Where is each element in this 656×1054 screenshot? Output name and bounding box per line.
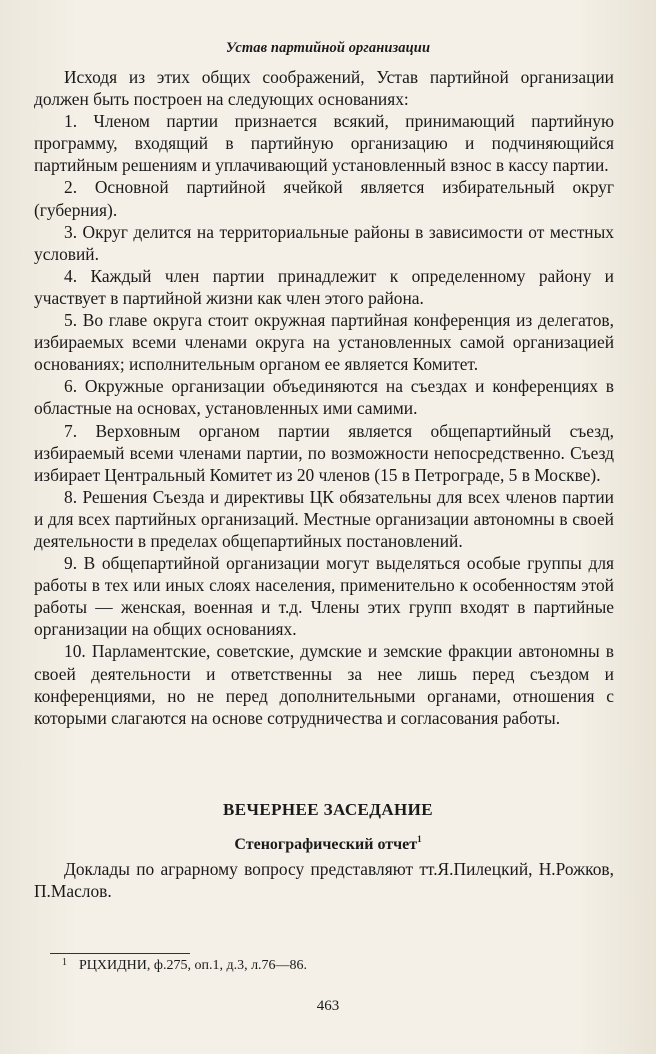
reports-paragraph: Доклады по аграрному вопросу представляют тт.Я.Пилецкий, Н.Рожков, П.Маслов.: [34, 859, 614, 902]
clause-5: 5. Во главе округа стоит окружная партийная конференция из делегатов, избираемых всеми членами округа на установленных самой организацией основаниях; исполнительным органом ее является Комитет.: [34, 310, 614, 375]
stenographic-report-title: [0, 834, 656, 854]
clause-4: 4. Каждый член партии принадлежит к определенному району и участвует в партийной жизни как член этого района.: [34, 265, 614, 308]
clause-6: 6. Окружные организации объединяются на съездах и конференциях в областные на основах, установленных ими самими.: [34, 376, 614, 419]
intro-paragraph: Исходя из этих общих соображений, Устав партийной организации должен быть построен на следующих основаниях:: [34, 67, 614, 110]
footnote: [62, 957, 307, 974]
reports-paragraph-block: [34, 858, 614, 902]
clause-10: 10. Парламентские, советские, думские и земские фракции автономны в своей деятельности и ответственны за нее лишь перед съездом и конференциями, но не перед дополнительными органами, отношения с которыми слагаются на основе сотрудничества и согласования работы.: [34, 641, 614, 728]
evening-session-title: ВЕЧЕРНЕЕ ЗАСЕДАНИЕ: [222, 800, 433, 819]
clause-9: 9. В общепартийной организации могут выделяться особые группы для работы в тех или иных слоях населения, применительно к особенностям этой работы — женская, военная и т.д. Члены этих групп входят в партийные организации на общих основаниях.: [34, 553, 614, 640]
footnote-mark: 1: [62, 957, 67, 968]
clause-1: 1. Членом партии признается всякий, принимающий партийную программу, входящий в партийную организацию и подчиняющийся партийным решениям и уплачивающий установленный взнос в кассу партии.: [34, 111, 614, 176]
page-number: 463: [316, 998, 340, 1014]
clause-3: 3. Округ делится на территориальные районы в зависимости от местных условий.: [34, 221, 614, 264]
footnote-divider: [50, 953, 190, 954]
clause-8: 8. Решения Съезда и директивы ЦК обязательны для всех членов партии и для всех партийных организаций. Местные организации автономны в своей деятельности в пределах общепартийных постановлений.: [34, 486, 614, 551]
clause-2: 2. Основной партийной ячейкой является избирательный округ (губерния).: [34, 177, 614, 220]
footnote-text: РЦХИДНИ, ф.275, оп.1, д.3, л.76—86.: [79, 958, 308, 973]
clause-7: 7. Верховным органом партии является общепартийный съезд, избираемый всеми членами партии, по возможности непосредственно. Съезд избирает Центральный Комитет из 20 членов (15 в Петрограде, 5 в Москве).: [34, 420, 614, 485]
footnote-reference: 1: [417, 834, 422, 844]
running-header: Устав партийной организации: [225, 40, 431, 56]
stenographic-report-label: Стенографический отчет: [234, 836, 418, 853]
charter-text: [34, 66, 614, 729]
